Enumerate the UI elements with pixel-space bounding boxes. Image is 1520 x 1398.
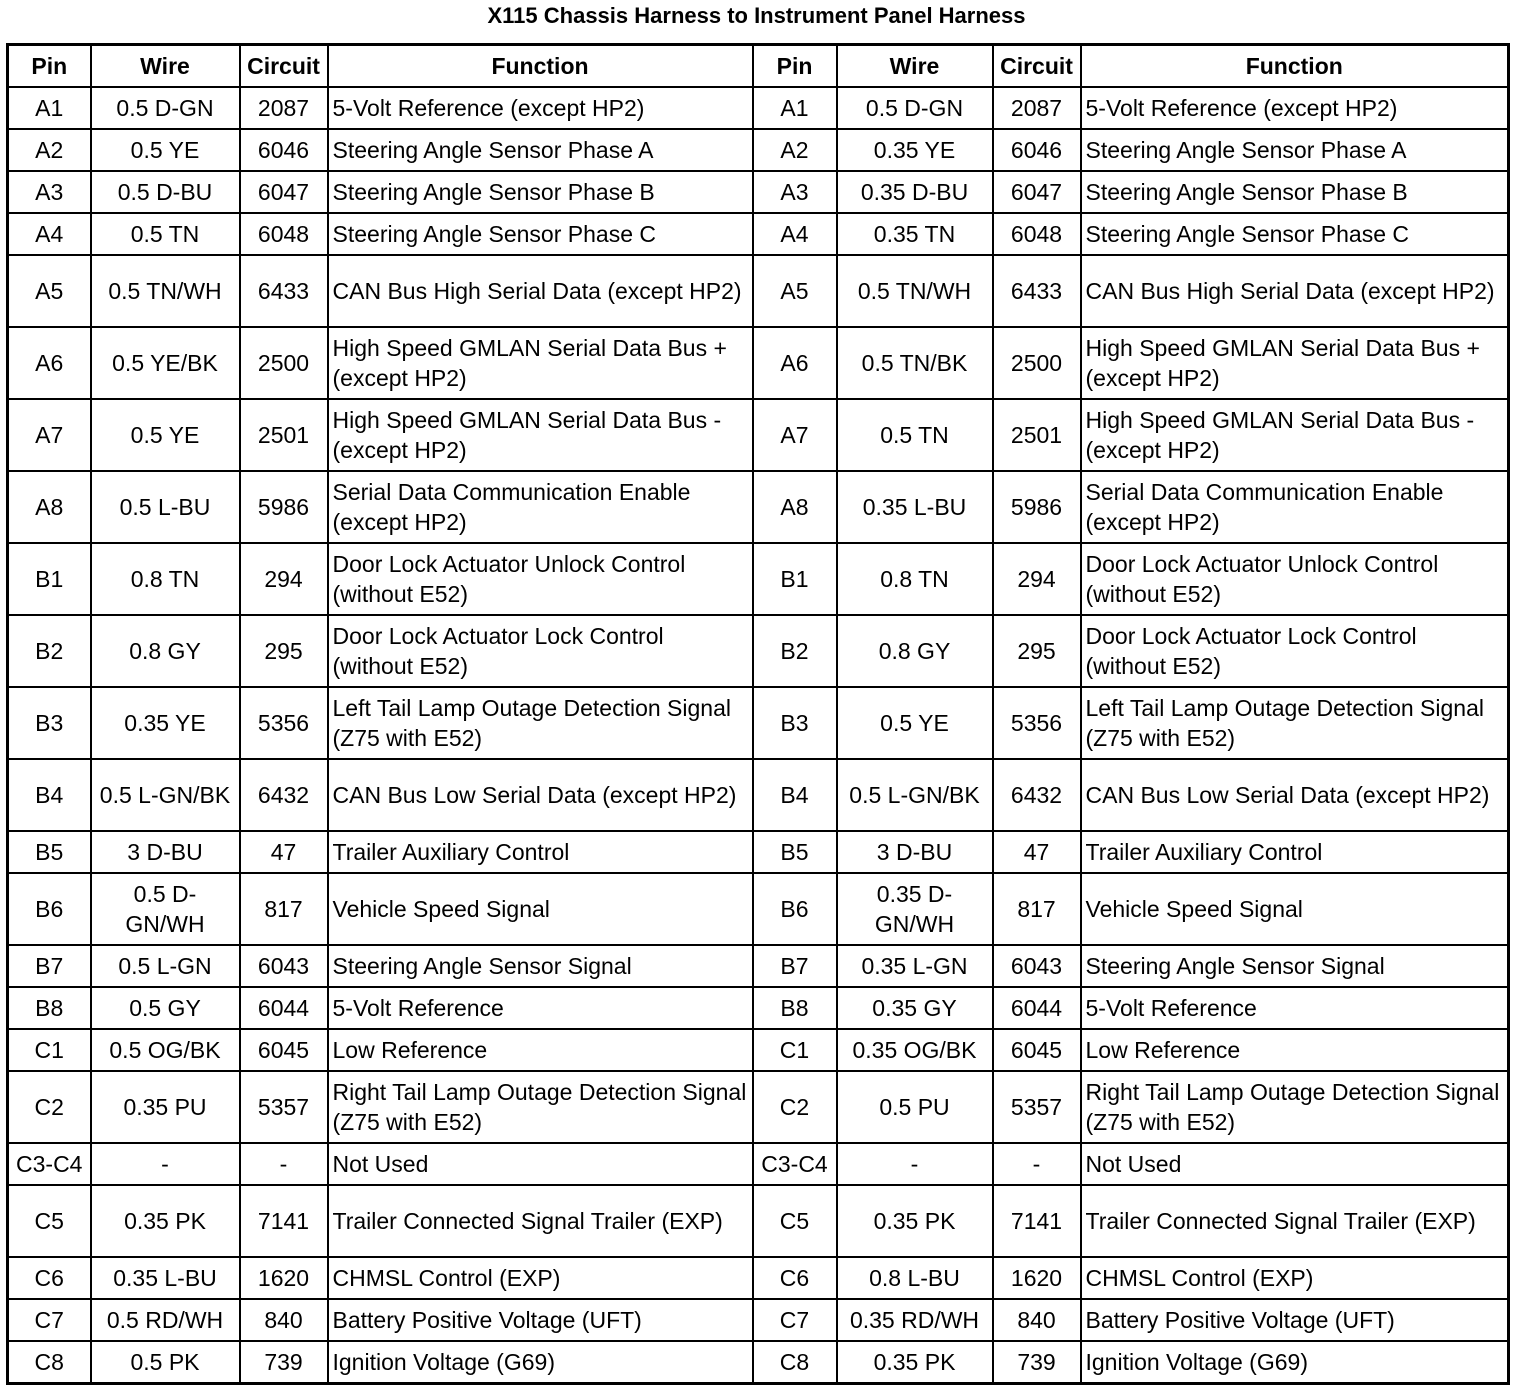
table-row (8, 1029, 1509, 1071)
right-function-cell: Steering Angle Sensor Phase B (1081, 171, 1509, 213)
right-wire-cell: 0.5 TN/WH (837, 255, 993, 327)
left-function-cell: Serial Data Communication Enable (except HP2) (328, 471, 753, 543)
right-wire-cell: 0.5 TN/BK (837, 327, 993, 399)
right-circuit-cell: 2501 (993, 399, 1081, 471)
left-wire-cell: 0.5 YE (91, 129, 240, 171)
right-function-cell: Steering Angle Sensor Signal (1081, 945, 1509, 987)
left-circuit-cell: 6433 (240, 255, 328, 327)
right-wire-cell: 0.5 TN (837, 399, 993, 471)
left-wire-cell: 0.5 OG/BK (91, 1029, 240, 1071)
right-pin-cell: A3 (753, 171, 837, 213)
left-function-cell: Steering Angle Sensor Phase B (328, 171, 753, 213)
header-wire: Wire (837, 45, 993, 88)
left-function-cell: CAN Bus High Serial Data (except HP2) (328, 255, 753, 327)
table-row (8, 327, 1509, 399)
right-function-cell: Low Reference (1081, 1029, 1509, 1071)
left-circuit-cell: 6044 (240, 987, 328, 1029)
right-circuit-cell: 840 (993, 1299, 1081, 1341)
left-function-cell: Low Reference (328, 1029, 753, 1071)
left-circuit-cell: 5356 (240, 687, 328, 759)
left-wire-cell: 0.8 GY (91, 615, 240, 687)
right-circuit-cell: 1620 (993, 1257, 1081, 1299)
right-pin-cell: B7 (753, 945, 837, 987)
left-circuit-cell: 295 (240, 615, 328, 687)
right-circuit-cell: 6048 (993, 213, 1081, 255)
left-circuit-cell: 47 (240, 831, 328, 873)
header-circuit: Circuit (240, 45, 328, 88)
right-wire-cell: 0.35 OG/BK (837, 1029, 993, 1071)
right-function-cell: Serial Data Communication Enable (except HP2) (1081, 471, 1509, 543)
table-row (8, 1071, 1509, 1143)
right-function-cell: Door Lock Actuator Unlock Control (without E52) (1081, 543, 1509, 615)
header-pin: Pin (753, 45, 837, 88)
right-pin-cell: A5 (753, 255, 837, 327)
right-circuit-cell: 295 (993, 615, 1081, 687)
right-wire-cell: 0.8 L-BU (837, 1257, 993, 1299)
table-row (8, 873, 1509, 945)
left-circuit-cell: 739 (240, 1341, 328, 1383)
right-wire-cell: 3 D-BU (837, 831, 993, 873)
left-pin-cell: B4 (8, 759, 91, 831)
right-function-cell: Trailer Auxiliary Control (1081, 831, 1509, 873)
left-function-cell: Door Lock Actuator Unlock Control (without E52) (328, 543, 753, 615)
table-row (8, 399, 1509, 471)
left-pin-cell: C3-C4 (8, 1143, 91, 1185)
header-pin: Pin (8, 45, 91, 88)
left-pin-cell: C1 (8, 1029, 91, 1071)
right-pin-cell: A7 (753, 399, 837, 471)
left-function-cell: Steering Angle Sensor Phase A (328, 129, 753, 171)
right-wire-cell: 0.35 GY (837, 987, 993, 1029)
right-wire-cell: 0.5 D-GN (837, 87, 993, 129)
left-circuit-cell: 1620 (240, 1257, 328, 1299)
left-pin-cell: B8 (8, 987, 91, 1029)
table-title: X115 Chassis Harness to Instrument Panel Harness (487, 3, 1026, 28)
table-row (8, 87, 1509, 129)
table-row (8, 213, 1509, 255)
table-row (8, 687, 1509, 759)
table-row (8, 1143, 1509, 1185)
right-pin-cell: C1 (753, 1029, 837, 1071)
left-pin-cell: C2 (8, 1071, 91, 1143)
right-function-cell: Battery Positive Voltage (UFT) (1081, 1299, 1509, 1341)
left-function-cell: Door Lock Actuator Lock Control (without E52) (328, 615, 753, 687)
right-function-cell: 5-Volt Reference (except HP2) (1081, 87, 1509, 129)
right-circuit-cell: 6046 (993, 129, 1081, 171)
right-wire-cell: 0.5 PU (837, 1071, 993, 1143)
right-wire-cell: 0.35 PK (837, 1341, 993, 1383)
left-wire-cell: 0.5 RD/WH (91, 1299, 240, 1341)
left-function-cell: Battery Positive Voltage (UFT) (328, 1299, 753, 1341)
left-function-cell: Vehicle Speed Signal (328, 873, 753, 945)
left-pin-cell: C7 (8, 1299, 91, 1341)
right-pin-cell: A4 (753, 213, 837, 255)
left-circuit-cell: 6048 (240, 213, 328, 255)
left-wire-cell: 0.35 PK (91, 1185, 240, 1257)
left-circuit-cell: 2087 (240, 87, 328, 129)
left-pin-cell: A2 (8, 129, 91, 171)
left-circuit-cell: 6432 (240, 759, 328, 831)
left-circuit-cell: 840 (240, 1299, 328, 1341)
left-wire-cell: 0.35 YE (91, 687, 240, 759)
left-circuit-cell: 6043 (240, 945, 328, 987)
right-function-cell: Left Tail Lamp Outage Detection Signal (Z75 with E52) (1081, 687, 1509, 759)
right-pin-cell: C2 (753, 1071, 837, 1143)
left-function-cell: Right Tail Lamp Outage Detection Signal (Z75 with E52) (328, 1071, 753, 1143)
right-circuit-cell: 2087 (993, 87, 1081, 129)
table-row (8, 615, 1509, 687)
right-pin-cell: A2 (753, 129, 837, 171)
right-wire-cell: 0.35 PK (837, 1185, 993, 1257)
right-wire-cell: 0.35 RD/WH (837, 1299, 993, 1341)
right-circuit-cell: 2500 (993, 327, 1081, 399)
table-row (8, 1185, 1509, 1257)
left-pin-cell: A1 (8, 87, 91, 129)
left-pin-cell: B5 (8, 831, 91, 873)
right-circuit-cell: 6043 (993, 945, 1081, 987)
left-function-cell: CHMSL Control (EXP) (328, 1257, 753, 1299)
left-wire-cell: 0.5 L-BU (91, 471, 240, 543)
table-row (8, 1257, 1509, 1299)
right-pin-cell: C7 (753, 1299, 837, 1341)
header-function: Function (328, 45, 753, 88)
left-function-cell: CAN Bus Low Serial Data (except HP2) (328, 759, 753, 831)
left-wire-cell: 0.5 D-BU (91, 171, 240, 213)
right-circuit-cell: 6044 (993, 987, 1081, 1029)
connector-table (6, 43, 1510, 1385)
left-circuit-cell: 6045 (240, 1029, 328, 1071)
table-row (8, 471, 1509, 543)
left-wire-cell: 0.5 TN/WH (91, 255, 240, 327)
left-circuit-cell: 5357 (240, 1071, 328, 1143)
left-pin-cell: C5 (8, 1185, 91, 1257)
right-wire-cell: 0.35 YE (837, 129, 993, 171)
right-pin-cell: B4 (753, 759, 837, 831)
table-row (8, 945, 1509, 987)
left-function-cell: Left Tail Lamp Outage Detection Signal (Z75 with E52) (328, 687, 753, 759)
left-pin-cell: C6 (8, 1257, 91, 1299)
right-function-cell: CAN Bus Low Serial Data (except HP2) (1081, 759, 1509, 831)
left-circuit-cell: 2500 (240, 327, 328, 399)
right-circuit-cell: 5356 (993, 687, 1081, 759)
right-pin-cell: A8 (753, 471, 837, 543)
left-function-cell: 5-Volt Reference (328, 987, 753, 1029)
left-circuit-cell: 5986 (240, 471, 328, 543)
left-wire-cell: 0.5 D-GN (91, 87, 240, 129)
right-wire-cell: 0.8 TN (837, 543, 993, 615)
left-pin-cell: B1 (8, 543, 91, 615)
right-circuit-cell: 7141 (993, 1185, 1081, 1257)
left-wire-cell: 0.35 L-BU (91, 1257, 240, 1299)
right-function-cell: Door Lock Actuator Lock Control (without E52) (1081, 615, 1509, 687)
right-pin-cell: B5 (753, 831, 837, 873)
right-function-cell: Steering Angle Sensor Phase C (1081, 213, 1509, 255)
left-function-cell: High Speed GMLAN Serial Data Bus - (except HP2) (328, 399, 753, 471)
left-wire-cell: 0.35 PU (91, 1071, 240, 1143)
right-pin-cell: C8 (753, 1341, 837, 1383)
left-circuit-cell: 7141 (240, 1185, 328, 1257)
left-wire-cell: 0.5 TN (91, 213, 240, 255)
left-pin-cell: A4 (8, 213, 91, 255)
right-function-cell: Steering Angle Sensor Phase A (1081, 129, 1509, 171)
left-pin-cell: A5 (8, 255, 91, 327)
left-function-cell: High Speed GMLAN Serial Data Bus + (except HP2) (328, 327, 753, 399)
left-pin-cell: C8 (8, 1341, 91, 1383)
left-circuit-cell: - (240, 1143, 328, 1185)
right-wire-cell: 0.5 YE (837, 687, 993, 759)
right-circuit-cell: 6432 (993, 759, 1081, 831)
right-circuit-cell: 6045 (993, 1029, 1081, 1071)
left-circuit-cell: 2501 (240, 399, 328, 471)
left-pin-cell: B3 (8, 687, 91, 759)
header-wire: Wire (91, 45, 240, 88)
left-circuit-cell: 6046 (240, 129, 328, 171)
right-wire-cell: 0.35 D-BU (837, 171, 993, 213)
right-function-cell: Not Used (1081, 1143, 1509, 1185)
right-function-cell: Ignition Voltage (G69) (1081, 1341, 1509, 1383)
left-function-cell: Ignition Voltage (G69) (328, 1341, 753, 1383)
right-function-cell: 5-Volt Reference (1081, 987, 1509, 1029)
left-pin-cell: B2 (8, 615, 91, 687)
left-function-cell: Trailer Auxiliary Control (328, 831, 753, 873)
table-row (8, 543, 1509, 615)
right-circuit-cell: 817 (993, 873, 1081, 945)
right-pin-cell: C5 (753, 1185, 837, 1257)
header-function: Function (1081, 45, 1509, 88)
left-circuit-cell: 6047 (240, 171, 328, 213)
table-row (8, 1299, 1509, 1341)
left-pin-cell: A3 (8, 171, 91, 213)
right-pin-cell: B6 (753, 873, 837, 945)
right-wire-cell: 0.35 TN (837, 213, 993, 255)
right-wire-cell: - (837, 1143, 993, 1185)
right-pin-cell: A6 (753, 327, 837, 399)
right-wire-cell: 0.5 L-GN/BK (837, 759, 993, 831)
right-function-cell: High Speed GMLAN Serial Data Bus - (except HP2) (1081, 399, 1509, 471)
right-pin-cell: C3-C4 (753, 1143, 837, 1185)
left-function-cell: 5-Volt Reference (except HP2) (328, 87, 753, 129)
right-pin-cell: B1 (753, 543, 837, 615)
left-function-cell: Trailer Connected Signal Trailer (EXP) (328, 1185, 753, 1257)
right-pin-cell: C6 (753, 1257, 837, 1299)
left-wire-cell: 0.5 PK (91, 1341, 240, 1383)
left-wire-cell: 0.5 L-GN/BK (91, 759, 240, 831)
table-row (8, 831, 1509, 873)
left-wire-cell: 0.5 GY (91, 987, 240, 1029)
right-circuit-cell: 6433 (993, 255, 1081, 327)
left-function-cell: Steering Angle Sensor Signal (328, 945, 753, 987)
table-row (8, 171, 1509, 213)
right-circuit-cell: 5986 (993, 471, 1081, 543)
left-wire-cell: - (91, 1143, 240, 1185)
left-function-cell: Steering Angle Sensor Phase C (328, 213, 753, 255)
header-row (8, 45, 1509, 88)
table-row (8, 987, 1509, 1029)
right-circuit-cell: 294 (993, 543, 1081, 615)
left-wire-cell: 0.8 TN (91, 543, 240, 615)
left-function-cell: Not Used (328, 1143, 753, 1185)
left-wire-cell: 0.5 L-GN (91, 945, 240, 987)
left-pin-cell: A6 (8, 327, 91, 399)
right-circuit-cell: - (993, 1143, 1081, 1185)
right-circuit-cell: 5357 (993, 1071, 1081, 1143)
right-wire-cell: 0.35 L-GN (837, 945, 993, 987)
left-pin-cell: A7 (8, 399, 91, 471)
left-wire-cell: 0.5 YE/BK (91, 327, 240, 399)
left-circuit-cell: 294 (240, 543, 328, 615)
table-row (8, 1341, 1509, 1383)
table-row (8, 255, 1509, 327)
left-wire-cell: 0.5 D-GN/WH (91, 873, 240, 945)
right-circuit-cell: 6047 (993, 171, 1081, 213)
left-circuit-cell: 817 (240, 873, 328, 945)
left-pin-cell: B6 (8, 873, 91, 945)
right-pin-cell: B3 (753, 687, 837, 759)
table-row (8, 129, 1509, 171)
right-function-cell: Trailer Connected Signal Trailer (EXP) (1081, 1185, 1509, 1257)
left-pin-cell: A8 (8, 471, 91, 543)
right-pin-cell: B8 (753, 987, 837, 1029)
right-function-cell: High Speed GMLAN Serial Data Bus + (except HP2) (1081, 327, 1509, 399)
right-function-cell: Right Tail Lamp Outage Detection Signal (Z75 with E52) (1081, 1071, 1509, 1143)
right-function-cell: CAN Bus High Serial Data (except HP2) (1081, 255, 1509, 327)
right-wire-cell: 0.35 L-BU (837, 471, 993, 543)
right-function-cell: Vehicle Speed Signal (1081, 873, 1509, 945)
left-wire-cell: 3 D-BU (91, 831, 240, 873)
right-pin-cell: B2 (753, 615, 837, 687)
left-pin-cell: B7 (8, 945, 91, 987)
table-row (8, 759, 1509, 831)
left-wire-cell: 0.5 YE (91, 399, 240, 471)
right-pin-cell: A1 (753, 87, 837, 129)
header-circuit: Circuit (993, 45, 1081, 88)
right-wire-cell: 0.35 D-GN/WH (837, 873, 993, 945)
right-circuit-cell: 739 (993, 1341, 1081, 1383)
right-wire-cell: 0.8 GY (837, 615, 993, 687)
right-function-cell: CHMSL Control (EXP) (1081, 1257, 1509, 1299)
right-circuit-cell: 47 (993, 831, 1081, 873)
